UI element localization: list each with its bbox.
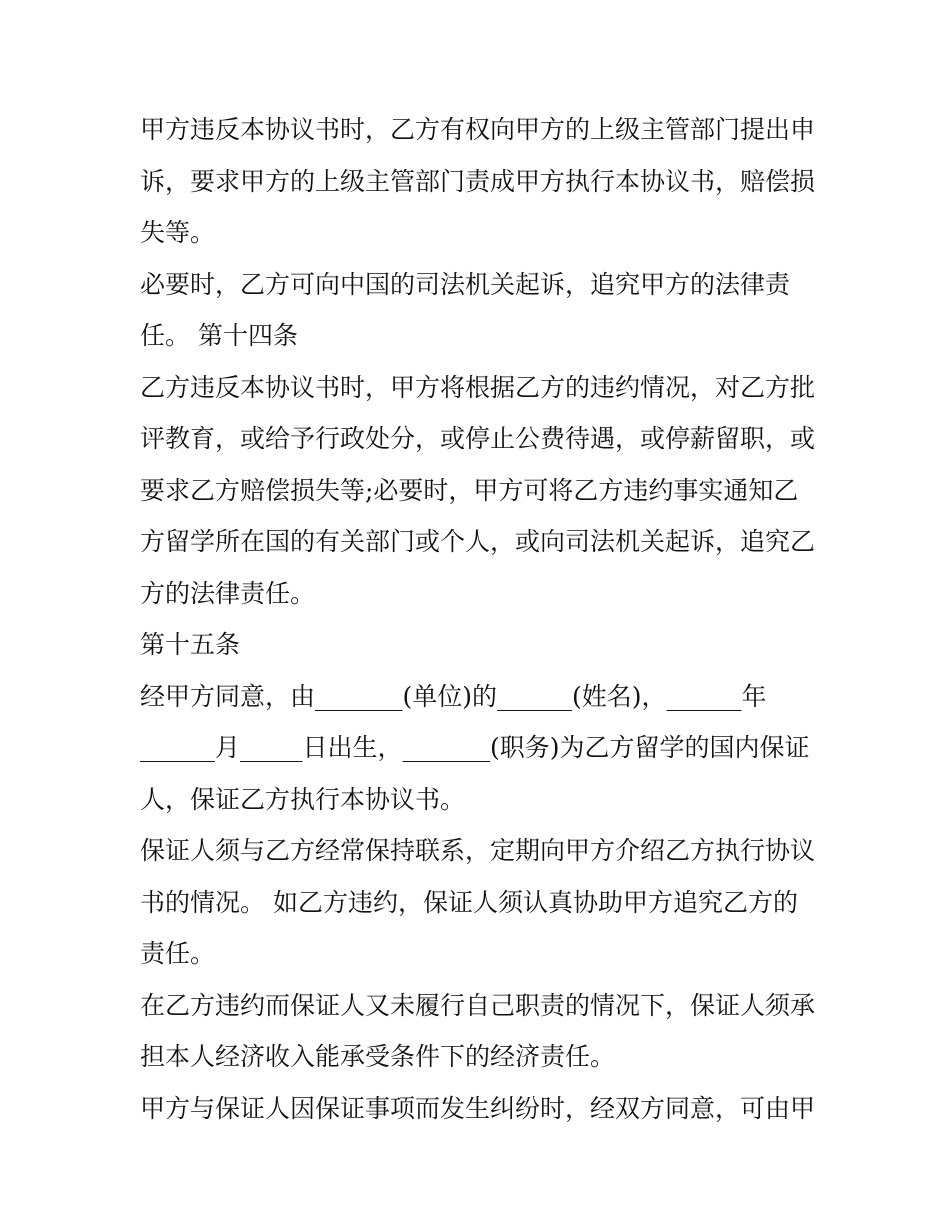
text-line: 在乙方违约而保证人又未履行自己职责的情况下，保证人须承 <box>140 990 816 1020</box>
document-body <box>140 104 830 1134</box>
text-line: 保证人须与乙方经常保持联系，定期向甲方介绍乙方执行协议 <box>140 836 816 865</box>
text-line: 评教育，或给予行政处分，或停止公费待遇，或停薪留职，或 <box>140 424 816 453</box>
text-line: 必要时，乙方可向中国的司法机关起诉，追究甲方的法律责 <box>140 269 791 299</box>
text-line: 担本人经济收入能承受条件下的经济责任。 <box>140 1042 616 1071</box>
text-line: 甲方与保证人因保证事项而发生纠纷时，经双方同意，可由甲 <box>140 1093 816 1123</box>
text-line: 经甲方同意，由_______(单位)的______(姓名)，______年 <box>140 681 767 711</box>
text-line: 任。 第十四条 <box>140 321 298 350</box>
text-line: 要求乙方赔偿损失等;必要时，甲方可将乙方违约事实通知乙 <box>140 475 799 505</box>
text-line: 乙方违反本协议书时，甲方将根据乙方的违约情况，对乙方批 <box>140 372 816 402</box>
text-line: 书的情况。 如乙方违约，保证人须认真协助甲方追究乙方的 <box>140 887 798 917</box>
text-line: ______月_____日出生，_______(职务)为乙方留学的国内保证 <box>140 733 810 762</box>
text-line: 责任。 <box>140 939 216 968</box>
text-line: 人，保证乙方执行本协议书。 <box>140 784 466 814</box>
text-line: 甲方违反本协议书时，乙方有权向甲方的上级主管部门提出申 <box>140 115 816 144</box>
text-line: 方留学所在国的有关部门或个人，或向司法机关起诉，追究乙 <box>140 527 816 556</box>
text-line: 失等。 <box>140 218 216 247</box>
text-line: 诉，要求甲方的上级主管部门责成甲方执行本协议书，赔偿损 <box>140 166 816 196</box>
text-line: 方的法律责任。 <box>140 578 316 608</box>
section-heading: 第十五条 <box>140 630 241 659</box>
